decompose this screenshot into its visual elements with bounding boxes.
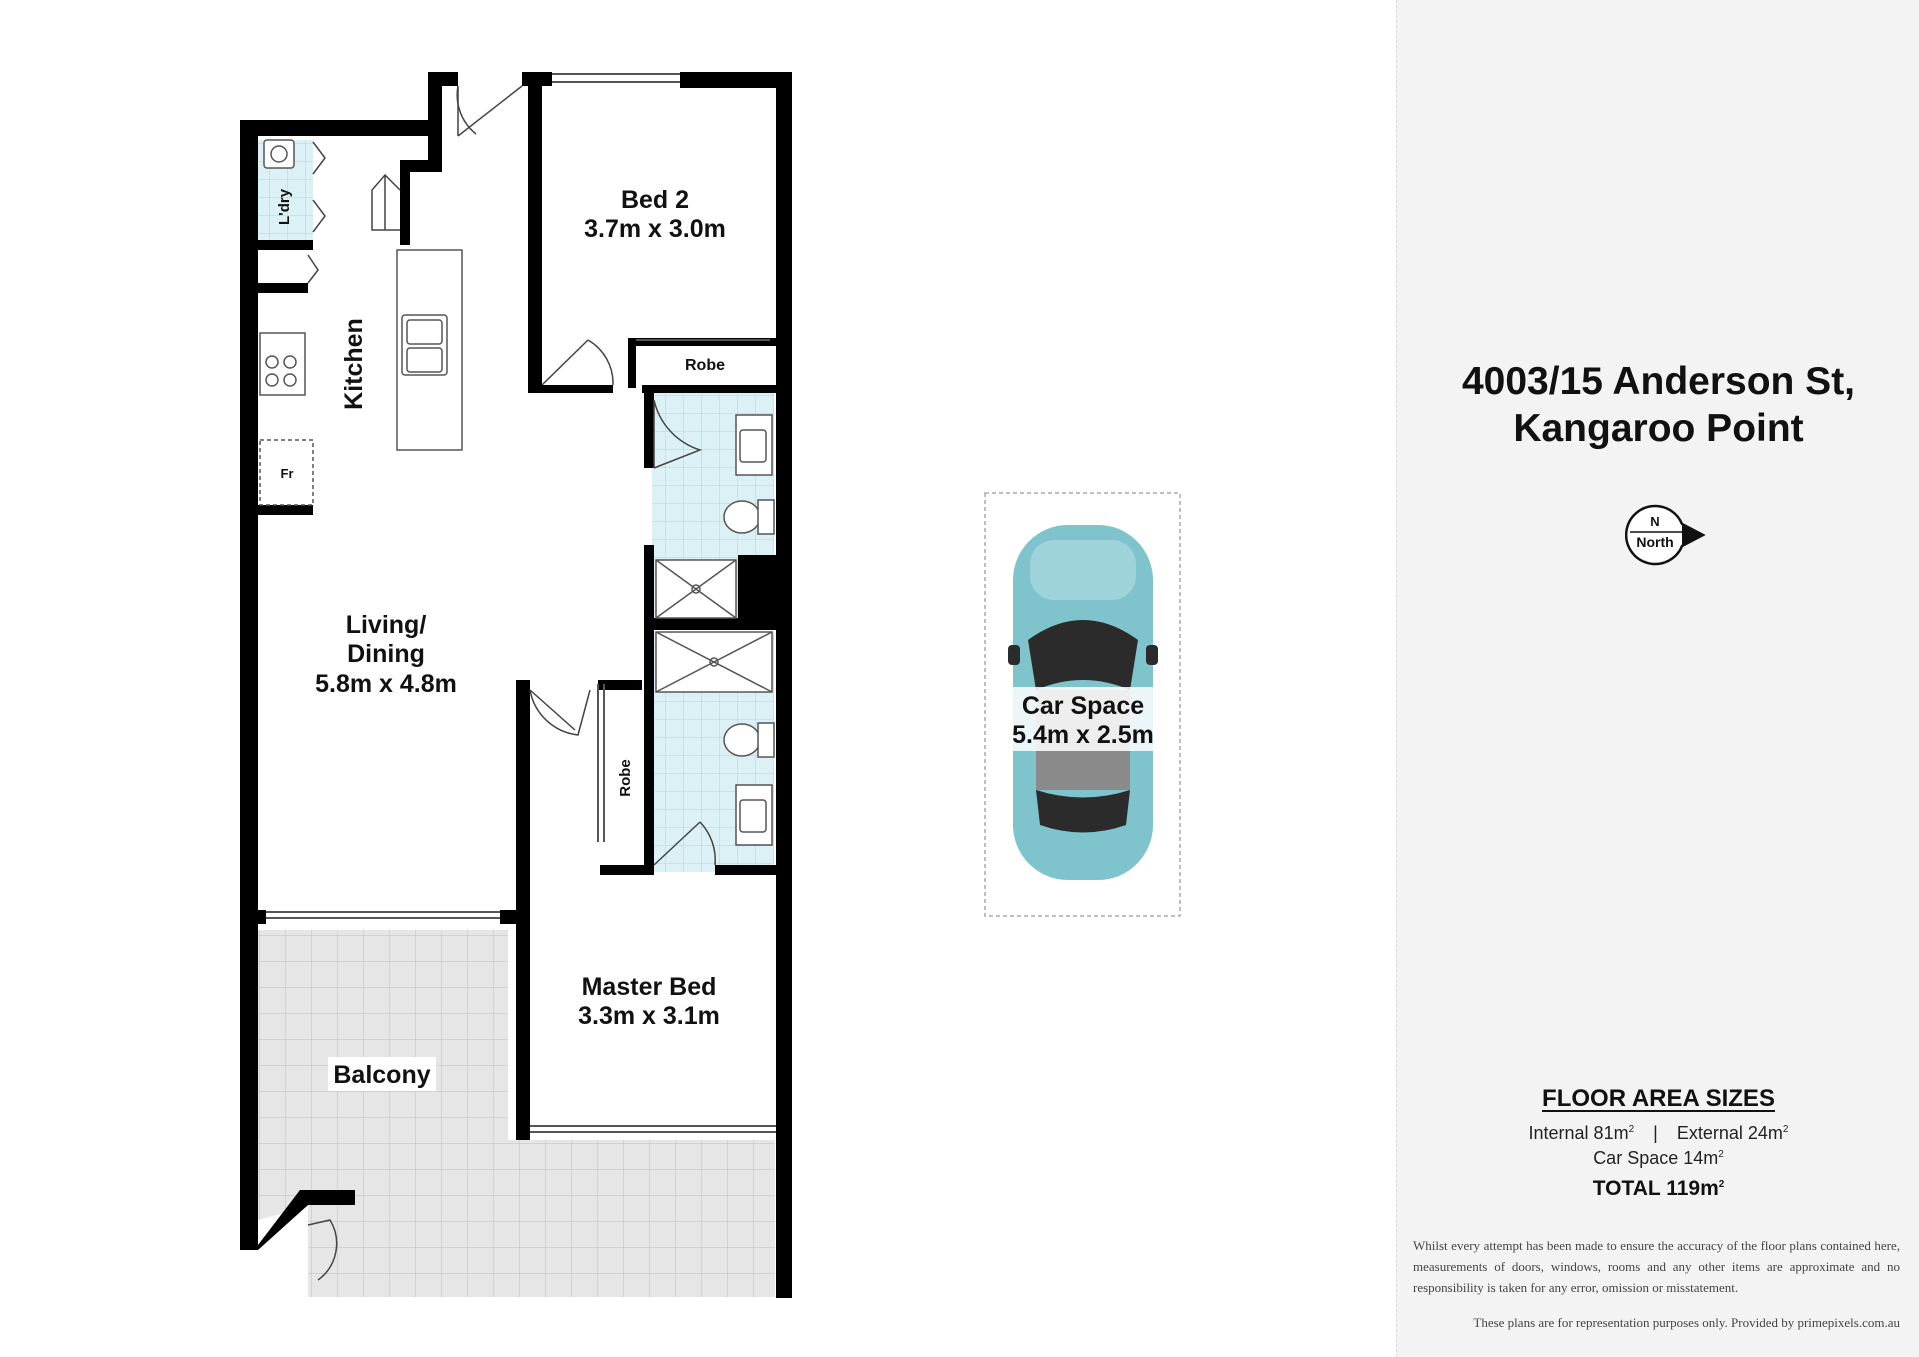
floor-area-total: TOTAL $119m^2$	[1592, 1177, 1725, 1200]
internal-area: Internal 81m	[1528, 1123, 1629, 1143]
floor-area-title: FLOOR AREA SIZES	[1542, 1085, 1775, 1112]
floor-area-car-space: Car Space $14m^2$	[1593, 1148, 1724, 1168]
address-line-2: Kangaroo Point	[1513, 407, 1804, 450]
balcony-label: Balcony	[333, 1061, 431, 1089]
living-size: 5.8m x 4.8m	[315, 670, 457, 698]
external-area: External 24m	[1676, 1123, 1783, 1143]
total-area: TOTAL 119m	[1592, 1177, 1719, 1200]
property-address	[1397, 358, 1919, 452]
north-compass-icon	[1625, 502, 1715, 568]
bed2-name: Bed 2	[620, 186, 690, 214]
disclaimer-text: Whilst every attempt has been made to ensure the accuracy of the floor plans contained here, measurements of doors, windows, rooms and any other items are approximate and no responsibility is taken for any error, omission or misstatement.	[1413, 1238, 1900, 1295]
master-robe-label: Robe	[617, 759, 634, 797]
floor-area-internal-external: Internal $81m^2$ | External $24m^2$	[1528, 1123, 1789, 1143]
compass-letter: N	[1650, 514, 1660, 529]
living-name-line2: Dining	[347, 640, 425, 668]
car-space-area: Car Space 14m	[1593, 1148, 1719, 1168]
bed2-robe-label: Robe	[685, 357, 725, 374]
living-name-line1: Living/	[345, 611, 427, 639]
address-line-1: 4003/15 Anderson St,	[1461, 360, 1856, 403]
bed2-size: 3.7m x 3.0m	[584, 215, 726, 243]
master-bed-size: 3.3m x 3.1m	[578, 1002, 720, 1030]
info-panel	[1396, 0, 1919, 1357]
laundry-tub-icon	[264, 140, 294, 168]
area-separator: |	[1653, 1123, 1658, 1143]
car-space-size: 5.4m x 2.5m	[1012, 721, 1154, 749]
floor-area-sizes	[1397, 1085, 1919, 1201]
laundry-label: L'dry	[276, 188, 293, 226]
fridge-label: Fr	[280, 466, 294, 481]
compass-label: North	[1636, 534, 1674, 550]
master-bed-name: Master Bed	[581, 973, 717, 1001]
kitchen-label: Kitchen	[340, 318, 368, 410]
credit-text: These plans are for representation purposes only. Provided by primepixels.com.au	[1473, 1315, 1900, 1330]
car-space-name: Car Space	[1021, 692, 1145, 720]
toilet-icon	[724, 724, 760, 756]
toilet-icon	[724, 501, 760, 533]
